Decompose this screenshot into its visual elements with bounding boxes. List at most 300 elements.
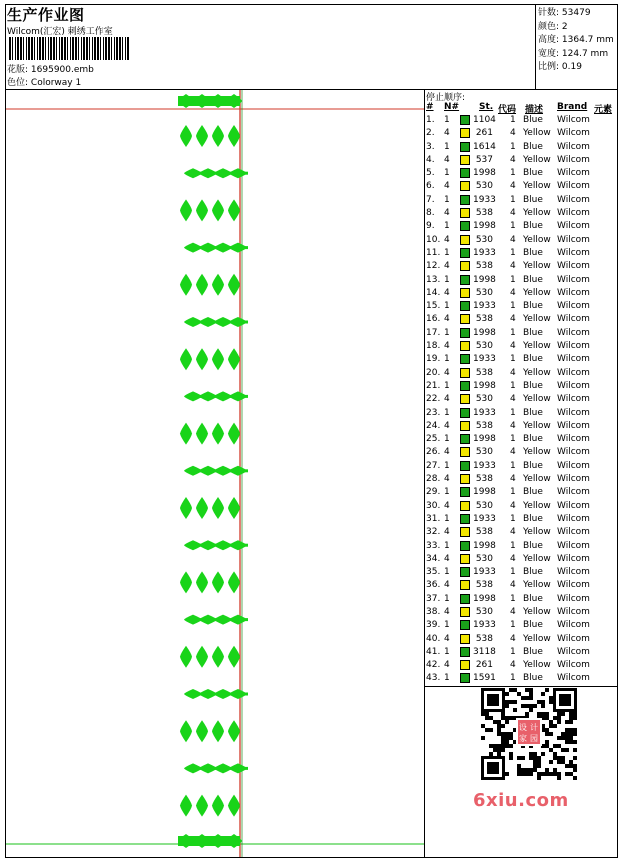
- row-description: Yellow: [523, 474, 551, 485]
- row-brand: Wilcom: [557, 487, 590, 498]
- color-swatch: [460, 275, 470, 285]
- row-brand: Wilcom: [557, 407, 590, 418]
- color-swatch: [460, 221, 470, 231]
- company-name: Wilcom(汇宏) 刺绣工作室: [7, 27, 113, 37]
- col-brand: Brand: [557, 102, 588, 112]
- row-code: 1: [510, 434, 516, 445]
- stat-colors: 颜色: 2: [538, 21, 568, 32]
- row-description: Yellow: [523, 154, 551, 165]
- row-brand: Wilcom: [557, 247, 590, 258]
- row-needle: 4: [444, 128, 450, 139]
- stop-row: [425, 553, 618, 566]
- row-stitches: 530: [475, 394, 493, 405]
- col-needle: N#: [444, 102, 460, 112]
- motif-leaf: [228, 125, 240, 147]
- col-element: 元素: [594, 105, 613, 115]
- row-brand: Wilcom: [557, 208, 590, 219]
- color-swatch: [460, 580, 470, 590]
- row-brand: Wilcom: [557, 633, 590, 644]
- row-index: 14.: [426, 287, 441, 298]
- row-index: 15.: [426, 301, 441, 312]
- row-brand: Wilcom: [557, 567, 590, 578]
- motif-leaf: [180, 646, 192, 668]
- row-description: Blue: [523, 327, 543, 338]
- row-needle: 4: [444, 341, 450, 352]
- row-needle: 1: [444, 567, 450, 578]
- row-code: 1: [510, 487, 516, 498]
- row-code: 4: [510, 154, 516, 165]
- row-stitches: 1933: [473, 194, 496, 205]
- row-needle: 4: [444, 474, 450, 485]
- stop-row: [425, 154, 618, 167]
- color-swatch: [460, 155, 470, 165]
- row-index: 25.: [426, 434, 441, 445]
- row-needle: 1: [444, 380, 450, 391]
- color-swatch: [460, 115, 470, 125]
- stop-row: [425, 340, 618, 353]
- row-code: 4: [510, 367, 516, 378]
- row-stitches: 1998: [473, 274, 496, 285]
- row-code: 4: [510, 128, 516, 139]
- row-description: Yellow: [523, 500, 551, 511]
- row-description: Yellow: [523, 181, 551, 192]
- row-needle: 1: [444, 301, 450, 312]
- col-code: 代码: [498, 105, 517, 115]
- motif-horizontal-row: [184, 763, 248, 773]
- row-brand: Wilcom: [557, 447, 590, 458]
- row-needle: 4: [444, 208, 450, 219]
- row-index: 31.: [426, 513, 441, 524]
- row-brand: Wilcom: [557, 527, 590, 538]
- row-description: Blue: [523, 540, 543, 551]
- stop-row: [425, 300, 618, 313]
- row-index: 1.: [426, 115, 435, 125]
- stat-height: 高度: 1364.7 mm: [538, 35, 614, 45]
- color-swatch: [460, 461, 470, 471]
- row-brand: Wilcom: [557, 221, 590, 232]
- row-needle: 4: [444, 633, 450, 644]
- motif-leaf: [212, 571, 224, 593]
- row-code: 1: [510, 141, 516, 152]
- svg-text:园: 园: [530, 734, 538, 743]
- row-index: 12.: [426, 261, 441, 272]
- svg-text:设: 设: [519, 723, 527, 732]
- stop-row: [425, 234, 618, 247]
- row-code: 1: [510, 327, 516, 338]
- row-index: 40.: [426, 633, 441, 644]
- stop-row: [425, 579, 618, 592]
- row-code: 4: [510, 660, 516, 671]
- page-title: 生产作业图: [7, 6, 85, 24]
- stop-row: [425, 327, 618, 340]
- color-swatch: [460, 541, 470, 551]
- design-label: 花版:: [7, 65, 29, 75]
- row-needle: 4: [444, 553, 450, 564]
- row-brand: Wilcom: [557, 115, 590, 125]
- stop-row: [425, 526, 618, 539]
- row-stitches: 1998: [473, 380, 496, 391]
- row-stitches: 1933: [473, 247, 496, 258]
- row-stitches: 530: [475, 341, 493, 352]
- stop-row: [425, 260, 618, 273]
- color-swatch: [460, 447, 470, 457]
- color-swatch: [460, 128, 470, 138]
- row-code: 1: [510, 221, 516, 232]
- motif-horizontal-row: [184, 168, 248, 178]
- svg-text:家: 家: [519, 734, 527, 743]
- row-stitches: 1998: [473, 221, 496, 232]
- stop-row: [425, 313, 618, 326]
- stop-row: [425, 141, 618, 154]
- row-code: 4: [510, 287, 516, 298]
- row-stitches: 1104: [473, 115, 496, 125]
- row-stitches: 1998: [473, 168, 496, 179]
- row-code: 1: [510, 620, 516, 631]
- row-stitches: 3118: [473, 646, 496, 657]
- row-code: 4: [510, 314, 516, 325]
- color-swatch: [460, 328, 470, 338]
- stop-row: [425, 513, 618, 526]
- row-code: 4: [510, 181, 516, 192]
- color-swatch: [460, 394, 470, 404]
- stop-row: [425, 207, 618, 220]
- motif-leaf: [228, 423, 240, 445]
- color-swatch: [460, 421, 470, 431]
- stat-width: 宽度: 124.7 mm: [538, 48, 609, 59]
- row-needle: 1: [444, 673, 450, 684]
- motif-leaf: [228, 795, 240, 817]
- row-index: 28.: [426, 474, 441, 485]
- row-stitches: 538: [475, 367, 493, 378]
- motif-leaf: [180, 199, 192, 221]
- row-stitches: 1998: [473, 487, 496, 498]
- row-description: Yellow: [523, 234, 551, 245]
- row-stitches: 1614: [473, 141, 496, 152]
- row-description: Blue: [523, 301, 543, 312]
- row-index: 9.: [426, 221, 435, 232]
- row-needle: 1: [444, 247, 450, 258]
- row-brand: Wilcom: [557, 341, 590, 352]
- motif-leaf: [212, 720, 224, 742]
- color-swatch: [460, 501, 470, 511]
- row-code: 4: [510, 208, 516, 219]
- color-swatch: [460, 368, 470, 378]
- motif-leaf: [196, 423, 208, 445]
- row-description: Yellow: [523, 606, 551, 617]
- motif-leaf: [228, 274, 240, 296]
- embroidery-preview: [6, 90, 424, 857]
- motif-leaf: [196, 125, 208, 147]
- color-swatch: [460, 620, 470, 630]
- stop-row: [425, 353, 618, 366]
- row-index: 16.: [426, 314, 441, 325]
- row-stitches: 1933: [473, 567, 496, 578]
- motif-leaf: [212, 497, 224, 519]
- row-code: 1: [510, 354, 516, 365]
- row-description: Yellow: [523, 394, 551, 405]
- row-needle: 4: [444, 580, 450, 591]
- colorway-label: 色位:: [7, 78, 29, 88]
- row-index: 37.: [426, 593, 441, 604]
- row-stitches: 1933: [473, 354, 496, 365]
- color-swatch: [460, 381, 470, 391]
- list-bottom-line: [424, 686, 618, 687]
- stop-row: [425, 380, 618, 393]
- motif-vertical-row: [180, 348, 240, 370]
- stop-row: [425, 473, 618, 486]
- row-needle: 4: [444, 287, 450, 298]
- color-swatch: [460, 474, 470, 484]
- row-needle: 4: [444, 527, 450, 538]
- row-index: 13.: [426, 274, 441, 285]
- design-stats: [538, 7, 614, 75]
- row-stitches: 530: [475, 500, 493, 511]
- row-description: Blue: [523, 247, 543, 258]
- row-description: Blue: [523, 673, 543, 684]
- stop-row: [425, 433, 618, 446]
- row-needle: 1: [444, 460, 450, 471]
- qr-code: [481, 688, 577, 780]
- stop-row: [425, 566, 618, 579]
- row-needle: 4: [444, 606, 450, 617]
- row-brand: Wilcom: [557, 367, 590, 378]
- row-description: Blue: [523, 434, 543, 445]
- row-stitches: 530: [475, 553, 493, 564]
- row-code: 1: [510, 540, 516, 551]
- color-swatch: [460, 567, 470, 577]
- color-swatch: [460, 487, 470, 497]
- row-needle: 1: [444, 194, 450, 205]
- row-stitches: 538: [475, 261, 493, 272]
- motif-horizontal-row: [184, 466, 248, 476]
- stop-row: [425, 672, 618, 685]
- row-stitches: 1933: [473, 301, 496, 312]
- row-index: 30.: [426, 500, 441, 511]
- motif-leaf: [196, 720, 208, 742]
- row-brand: Wilcom: [557, 394, 590, 405]
- row-needle: 4: [444, 394, 450, 405]
- row-stitches: 261: [475, 660, 493, 671]
- row-needle: 1: [444, 168, 450, 179]
- motif-column: [178, 94, 248, 848]
- row-brand: Wilcom: [557, 168, 590, 179]
- row-index: 11.: [426, 247, 441, 258]
- stat-stitches: 针数: 53479: [538, 8, 591, 18]
- row-description: Blue: [523, 141, 543, 152]
- color-swatch: [460, 594, 470, 604]
- stop-row: [425, 420, 618, 433]
- row-index: 34.: [426, 553, 441, 564]
- row-stitches: 538: [475, 474, 493, 485]
- row-index: 39.: [426, 620, 441, 631]
- stop-row: [425, 646, 618, 659]
- design-file-value: 1695900.emb: [30, 65, 94, 75]
- row-code: 4: [510, 527, 516, 538]
- row-index: 19.: [426, 354, 441, 365]
- row-code: 1: [510, 168, 516, 179]
- row-index: 3.: [426, 141, 435, 152]
- row-index: 2.: [426, 128, 435, 139]
- row-code: 4: [510, 633, 516, 644]
- motif-leaf: [212, 423, 224, 445]
- row-index: 36.: [426, 580, 441, 591]
- motif-leaf: [229, 243, 247, 253]
- row-code: 1: [510, 673, 516, 684]
- row-code: 4: [510, 234, 516, 245]
- motif-vertical-row: [180, 274, 240, 296]
- row-description: Blue: [523, 221, 543, 232]
- row-stitches: 261: [475, 128, 493, 139]
- row-needle: 1: [444, 327, 450, 338]
- row-stitches: 530: [475, 606, 493, 617]
- row-stitches: 1933: [473, 620, 496, 631]
- row-code: 1: [510, 646, 516, 657]
- row-code: 1: [510, 247, 516, 258]
- row-description: Yellow: [523, 633, 551, 644]
- color-swatch: [460, 142, 470, 152]
- row-index: 32.: [426, 527, 441, 538]
- row-needle: 1: [444, 646, 450, 657]
- row-needle: 4: [444, 367, 450, 378]
- row-needle: 1: [444, 620, 450, 631]
- row-brand: Wilcom: [557, 553, 590, 564]
- row-brand: Wilcom: [557, 500, 590, 511]
- motif-leaf: [229, 168, 247, 178]
- row-brand: Wilcom: [557, 620, 590, 631]
- row-description: Yellow: [523, 553, 551, 564]
- stop-row: [425, 287, 618, 300]
- stat-scale: 比例: 0.19: [538, 62, 582, 72]
- row-description: Yellow: [523, 420, 551, 431]
- row-index: 10.: [426, 234, 441, 245]
- stop-row: [425, 393, 618, 406]
- row-brand: Wilcom: [557, 274, 590, 285]
- motif-vertical-row: [180, 199, 240, 221]
- stop-row: [425, 619, 618, 632]
- row-stitches: 1933: [473, 460, 496, 471]
- motif-leaf: [180, 795, 192, 817]
- row-needle: 4: [444, 314, 450, 325]
- stop-row: [425, 367, 618, 380]
- row-brand: Wilcom: [557, 420, 590, 431]
- motif-leaf: [196, 199, 208, 221]
- motif-leaf: [180, 720, 192, 742]
- motif-leaf: [229, 466, 247, 476]
- stop-row: [425, 127, 618, 140]
- motif-vertical-row: [180, 646, 240, 668]
- motif-horizontal-row: [184, 540, 248, 550]
- color-swatch: [460, 514, 470, 524]
- color-swatch: [460, 195, 470, 205]
- row-brand: Wilcom: [557, 354, 590, 365]
- row-stitches: 530: [475, 181, 493, 192]
- motif-leaf: [212, 795, 224, 817]
- row-code: 1: [510, 460, 516, 471]
- row-brand: Wilcom: [557, 460, 590, 471]
- row-index: 33.: [426, 540, 441, 551]
- row-description: Yellow: [523, 367, 551, 378]
- motif-vertical-row: [180, 423, 240, 445]
- row-code: 4: [510, 500, 516, 511]
- motif-leaf: [196, 795, 208, 817]
- row-code: 4: [510, 341, 516, 352]
- row-brand: Wilcom: [557, 593, 590, 604]
- row-description: Yellow: [523, 527, 551, 538]
- row-needle: 1: [444, 407, 450, 418]
- motif-leaf: [180, 125, 192, 147]
- row-brand: Wilcom: [557, 141, 590, 152]
- row-needle: 1: [444, 540, 450, 551]
- motif-leaf: [180, 274, 192, 296]
- motif-leaf: [229, 615, 247, 625]
- col-description: 描述: [525, 105, 544, 115]
- stop-row: [425, 606, 618, 619]
- motif-leaf: [180, 497, 192, 519]
- barcode: [9, 37, 129, 60]
- row-stitches: 1998: [473, 540, 496, 551]
- stop-row: [425, 446, 618, 459]
- color-swatch: [460, 208, 470, 218]
- color-swatch: [460, 341, 470, 351]
- motif-horizontal-row: [184, 243, 248, 253]
- row-stitches: 538: [475, 633, 493, 644]
- row-needle: 1: [444, 434, 450, 445]
- motif-leaf: [196, 646, 208, 668]
- row-index: 29.: [426, 487, 441, 498]
- motif-leaf: [228, 348, 240, 370]
- row-index: 24.: [426, 420, 441, 431]
- row-description: Blue: [523, 274, 543, 285]
- colorway-info: [7, 75, 81, 88]
- row-code: 1: [510, 593, 516, 604]
- color-swatch: [460, 354, 470, 364]
- row-index: 21.: [426, 380, 441, 391]
- row-brand: Wilcom: [557, 474, 590, 485]
- motif-leaf: [212, 274, 224, 296]
- row-code: 4: [510, 553, 516, 564]
- row-index: 38.: [426, 606, 441, 617]
- motif-leaf: [212, 646, 224, 668]
- stop-sequence-title: 停止顺序:: [426, 93, 466, 103]
- row-code: 4: [510, 580, 516, 591]
- row-stitches: 530: [475, 287, 493, 298]
- row-needle: 1: [444, 115, 450, 125]
- motif-horizontal-row: [184, 689, 248, 699]
- motif-leaf: [229, 317, 247, 327]
- row-description: Blue: [523, 567, 543, 578]
- design-file-info: [7, 62, 94, 75]
- row-code: 4: [510, 261, 516, 272]
- row-description: Yellow: [523, 660, 551, 671]
- row-brand: Wilcom: [557, 540, 590, 551]
- row-needle: 1: [444, 487, 450, 498]
- color-swatch: [460, 673, 470, 683]
- header-divider: [535, 4, 536, 90]
- motif-leaf: [228, 571, 240, 593]
- row-index: 18.: [426, 341, 441, 352]
- color-swatch: [460, 168, 470, 178]
- row-description: Blue: [523, 646, 543, 657]
- row-brand: Wilcom: [557, 194, 590, 205]
- motif-leaf: [180, 571, 192, 593]
- colorway-value: Colorway 1: [30, 78, 82, 88]
- row-stitches: 537: [475, 154, 493, 165]
- row-description: Blue: [523, 460, 543, 471]
- motif-vertical-row: [180, 720, 240, 742]
- stop-row: [425, 220, 618, 233]
- row-stitches: 1998: [473, 434, 496, 445]
- row-code: 1: [510, 380, 516, 391]
